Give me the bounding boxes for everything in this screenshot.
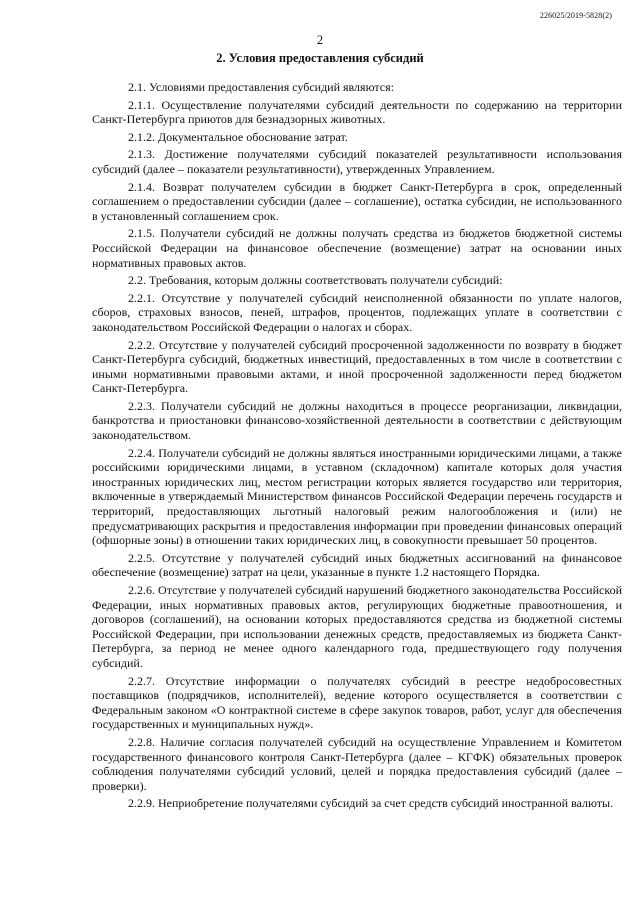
paragraph: 2.1.5. Получатели субсидий не должны получать средства из бюджетов бюджетной системы Российской Федерации на финансовое обеспечение (возмещение) затрат на основании иных нормативных правовых актов.: [92, 226, 622, 270]
paragraph: 2.2.1. Отсутствие у получателей субсидий неисполненной обязанности по уплате налогов, сборов, страховых взносов, пеней, штрафов, процентов, подлежащих уплате в соответствии с законодательством Российской Федерации о налогах и сборах.: [92, 290, 622, 334]
paragraph: 2.1.3. Достижение получателями субсидий показателей результативности использования субсидий (далее – показатели результативности), утвержденных Управлением.: [92, 147, 622, 176]
paragraph: 2.2.6. Отсутствие у получателей субсидий нарушений бюджетного законодательства Российской Федерации, иных нормативных правовых актов, регулирующих бюджетные правоотношения, и договоров (соглашений), на основании которых предоставляются средства из бюджетной системы Российской Федерации, при использовании денежных средств, предоставляемых из бюджета Санкт-Петербурга, за период не менее одного календарного года, предшествующего году получения субсидий.: [92, 583, 622, 670]
paragraph: 2.1.4. Возврат получателем субсидии в бюджет Санкт-Петербурга в срок, определенный соглашением о предоставлении субсидии (далее – соглашение), остатка субсидии, не использованного в установленный соглашением срок.: [92, 179, 622, 223]
section-title: 2. Условия предоставления субсидий: [216, 51, 424, 65]
document-body: [92, 80, 622, 814]
paragraph: 2.2.4. Получатели субсидий не должны являться иностранными юридическими лицами, а также российскими юридическими лицами, в уставном (складочном) капитале которых доля участия иностранных юридических лиц, местом регистрации которых является государство или территория, включенные в утверждаемый Министерством финансов Российской Федерации перечень государств и территорий, предоставляющих льготный налоговый режим налогообложения и (или) не предусматривающих раскрытия и предоставления информации при проведении финансовых операций (офшорные зоны) в отношении таких юридических лиц, в совокупности превышает 50 процентов.: [92, 445, 622, 548]
paragraph: 2.2.8. Наличие согласия получателей субсидий на осуществление Управлением и Комитетом государственного финансового контроля Санкт-Петербурга (далее – КГФК) обязательных проверок соблюдения получателями субсидий условий, целей и порядка предоставления субсидий (далее – проверки).: [92, 734, 622, 793]
document-registration-number: 226025/2019-5828(2): [539, 11, 612, 20]
paragraph: 2.2.9. Неприобретение получателями субсидий за счет средств субсидий иностранной валюты.: [128, 796, 614, 811]
paragraph: 2.2.5. Отсутствие у получателей субсидий иных бюджетных ассигнований на финансовое обеспечение (возмещение) затрат на цели, указанные в пункте 1.2 настоящего Порядка.: [92, 550, 622, 580]
paragraph: 2.1.1. Осуществление получателями субсидий деятельности по содержанию на территории Санкт-Петербурга приютов для безнадзорных животных.: [92, 97, 622, 127]
paragraph: 2.2.3. Получатели субсидий не должны находиться в процессе реорганизации, ликвидации, банкротства и приостановки финансово-хозяйственной деятельности в соответствии с действующим законодательством.: [92, 398, 622, 443]
page-number: 2: [316, 33, 324, 47]
paragraph: 2.2.7. Отсутствие информации о получателях субсидий в реестре недобросовестных поставщиков (подрядчиков, исполнителей), ведение которого осуществляется в соответствии с Федеральным законом «О контрактной системе в сфере закупок товаров, работ, услуг для обеспечения государственных и муниципальных нужд».: [92, 673, 622, 732]
paragraph: 2.1. Условиями предоставления субсидий являются:: [128, 80, 394, 94]
paragraph: 2.2.2. Отсутствие у получателей субсидий просроченной задолженности по возврату в бюджет Санкт-Петербурга субсидий, бюджетных инвестиций, предоставленных в том числе в соответствии с иными нормативными правовыми актами, и иной просроченной задолженности перед бюджетом Санкт-Петербурга.: [92, 337, 622, 396]
paragraph: 2.2. Требования, которым должны соответствовать получатели субсидий:: [128, 273, 503, 288]
paragraph: 2.1.2. Документальное обоснование затрат.: [128, 129, 348, 144]
